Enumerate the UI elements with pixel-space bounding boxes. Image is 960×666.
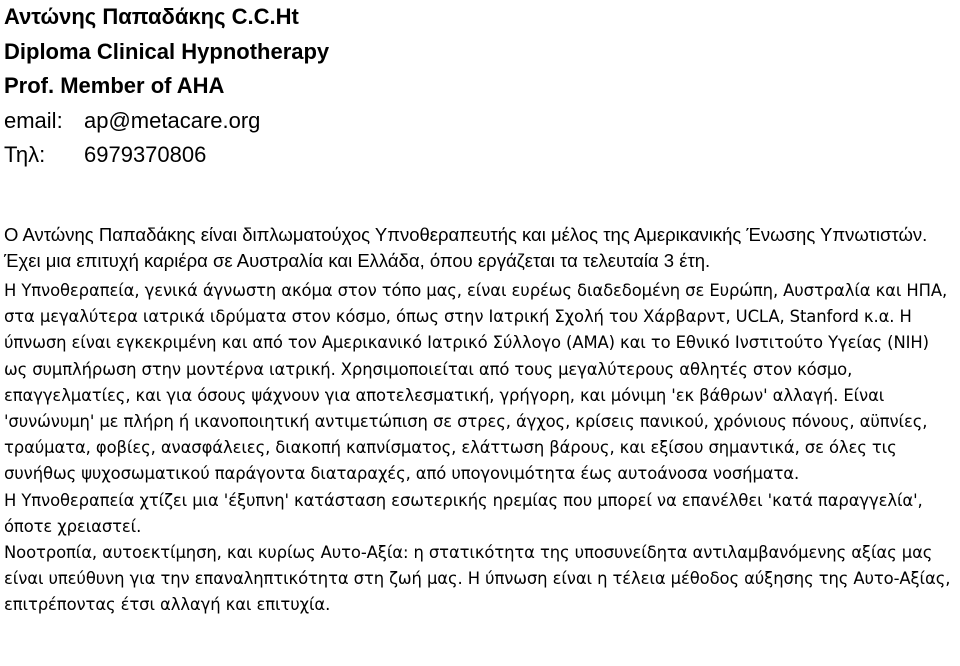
body-section (4, 278, 954, 619)
phone-label: Τηλ: (4, 142, 46, 167)
email-value[interactable]: ap@metacare.org (84, 107, 261, 133)
membership-line: Prof. Member of AHA (4, 73, 225, 98)
body-paragraph-1: Η Υπνοθεραπεία, γενικά άγνωστη ακόμα στον τόπο μας, είναι ευρέως διαδεδομένη σε Ευρώπη, Αυστραλία και ΗΠΑ, στα μεγαλύτερα ιατρικά ιδρύματα στον κόσμο, όπως στην Ιατρική Σχολή του Χάρβαρντ, UCLA, Stanford κ.α. Η ύπνωση είναι εγκεκριμένη και από τον Αμερικανικό Ιατρικό Σύλλογο (AMA) και το Εθνικό Ινστιτούτο Υγείας (NIH) ως συμπλήρωση στην μοντέρνα ιατρική. Χρησιμοποιείται από τους μεγαλύτερους αθλητές στον κόσμο, επαγγελματίες, και για όσους ψάχνουν για αποτελεσματική, γρήγορη, και μόνιμη 'εκ βάθρων' αλλαγή. Είναι 'συνώνυμη' με πλήρη ή ικανοποιητική αντιμετώπιση σε στρες, άγχος, κρίσεις πανικού, χρόνιους πόνους, αϋπνίες, τραύματα, φοβίες, ανασφάλειες, διακοπή καπνίσματος, ελάττωση βάρους, και εξίσου σημαντικά, σε όλες τις συνήθως ψυχοσωματικού παράγοντα διαταραχές, από υπογονιμότητα έως αυτοάνοσα νοσήματα. (4, 281, 948, 484)
intro-paragraph: Ο Αντώνης Παπαδάκης είναι διπλωματούχος Υπνοθεραπευτής και μέλος της Αμερικανικής Ένωσης Υπνωτιστών. Έχει μια επιτυχή καριέρα σε Αυστραλία και Ελλάδα, όπου εργάζεται τα τελευταία 3 έτη. (4, 224, 928, 271)
phone-line (4, 138, 704, 173)
email-line (4, 104, 704, 139)
body-paragraph-2: Η Υπνοθεραπεία χτίζει μια 'έξυπνη' κατάσταση εσωτερικής ηρεμίας που μπορεί να επανέλθει 'κατά παραγγελία', όποτε χρειαστεί. (4, 490, 923, 536)
intro-section (4, 222, 954, 274)
body-paragraph-3: Νοοτροπία, αυτοεκτίμηση, και κυρίως Αυτο-Αξία: η στατικότητα της υποσυνείδητα αντιλαμβανόμενης αξίας μας είναι υπεύθυνη για την επαναληπτικότητα στη ζωή μας. Η ύπνωση είναι η τέλεια μέθοδος αύξησης της Αυτο-Αξίας, επιτρέποντας έτσι αλλαγή και επιτυχία. (4, 543, 951, 615)
author-name: Αντώνης Παπαδάκης C.C.Ht (4, 4, 299, 29)
email-label: email: (4, 107, 63, 133)
diploma-line: Diploma Clinical Hypnotherapy (4, 38, 330, 64)
phone-value[interactable]: 6979370806 (84, 142, 207, 167)
contact-header (4, 0, 704, 173)
